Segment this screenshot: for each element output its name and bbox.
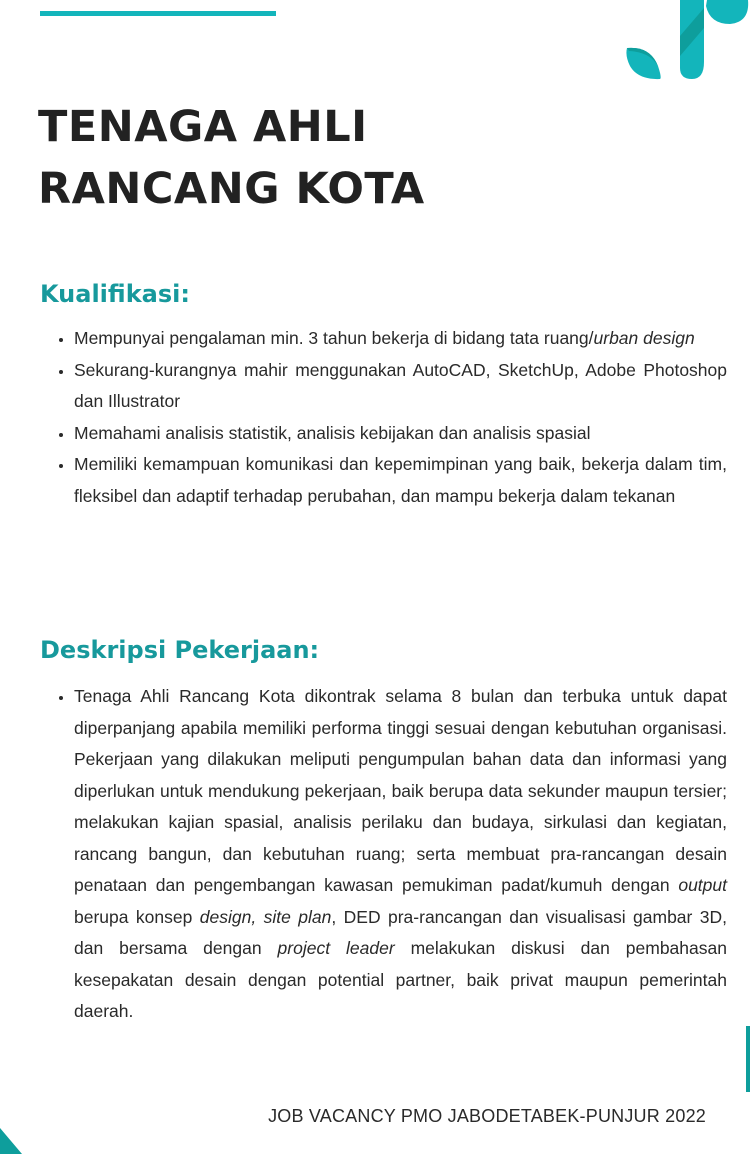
top-accent-line <box>40 11 276 16</box>
leaf-logo-icon <box>620 0 750 82</box>
footer-text: JOB VACANCY PMO JABODETABEK-PUNJUR 2022 <box>268 1106 706 1126</box>
right-accent-bar <box>746 1026 750 1092</box>
corner-triangle-decoration <box>0 1128 22 1154</box>
list-item: • Memiliki kemampuan komunikasi dan kepemimpinan yang baik, bekerja dalam tim, fleksibel dan adaptif terhadap perubahan, dan mampu bekerja dalam tekanan <box>74 449 727 512</box>
job-description-list <box>52 681 727 1028</box>
page-title <box>38 96 425 220</box>
qualifications-heading: Kualifikasi: <box>40 280 190 308</box>
list-item: • Sekurang-kurangnya mahir menggunakan AutoCAD, SketchUp, Adobe Photoshop dan Illustrator <box>74 355 727 418</box>
list-item: • Tenaga Ahli Rancang Kota dikontrak selama 8 bulan dan terbuka untuk dapat diperpanjang apabila memiliki performa tinggi sesuai dengan kebutuhan organisasi. Pekerjaan yang dilakukan meliputi pengumpulan bahan data dan informasi yang diperlukan untuk mendukung pekerjaan, baik berupa data sekunder maupun tersier; melakukan kajian spasial, analisis perilaku dan budaya, sirkulasi dan kegiatan, rancang bangun, dan kebutuhan ruang; serta membuat pra-rancangan desain penataan dan pengembangan kawasan pemukiman padat/kumuh dengan output berupa konsep design, site plan, DED pra-rancangan dan visualisasi gambar 3D, dan bersama dengan project leader melakukan diskusi dan pembahasan kesepakatan desain dengan potential partner, baik privat maupun pemerintah daerah. <box>74 681 727 1028</box>
job-description-heading: Deskripsi Pekerjaan: <box>40 636 320 664</box>
logo-top-circle <box>706 0 748 24</box>
title-line-1: TENAGA AHLI <box>38 102 368 152</box>
list-item: • Memahami analisis statistik, analisis kebijakan dan analisis spasial <box>74 418 727 450</box>
title-line-2: RANCANG KOTA <box>38 164 425 214</box>
list-item: • Mempunyai pengalaman min. 3 tahun bekerja di bidang tata ruang/urban design <box>74 323 727 355</box>
qualifications-list <box>52 323 727 512</box>
